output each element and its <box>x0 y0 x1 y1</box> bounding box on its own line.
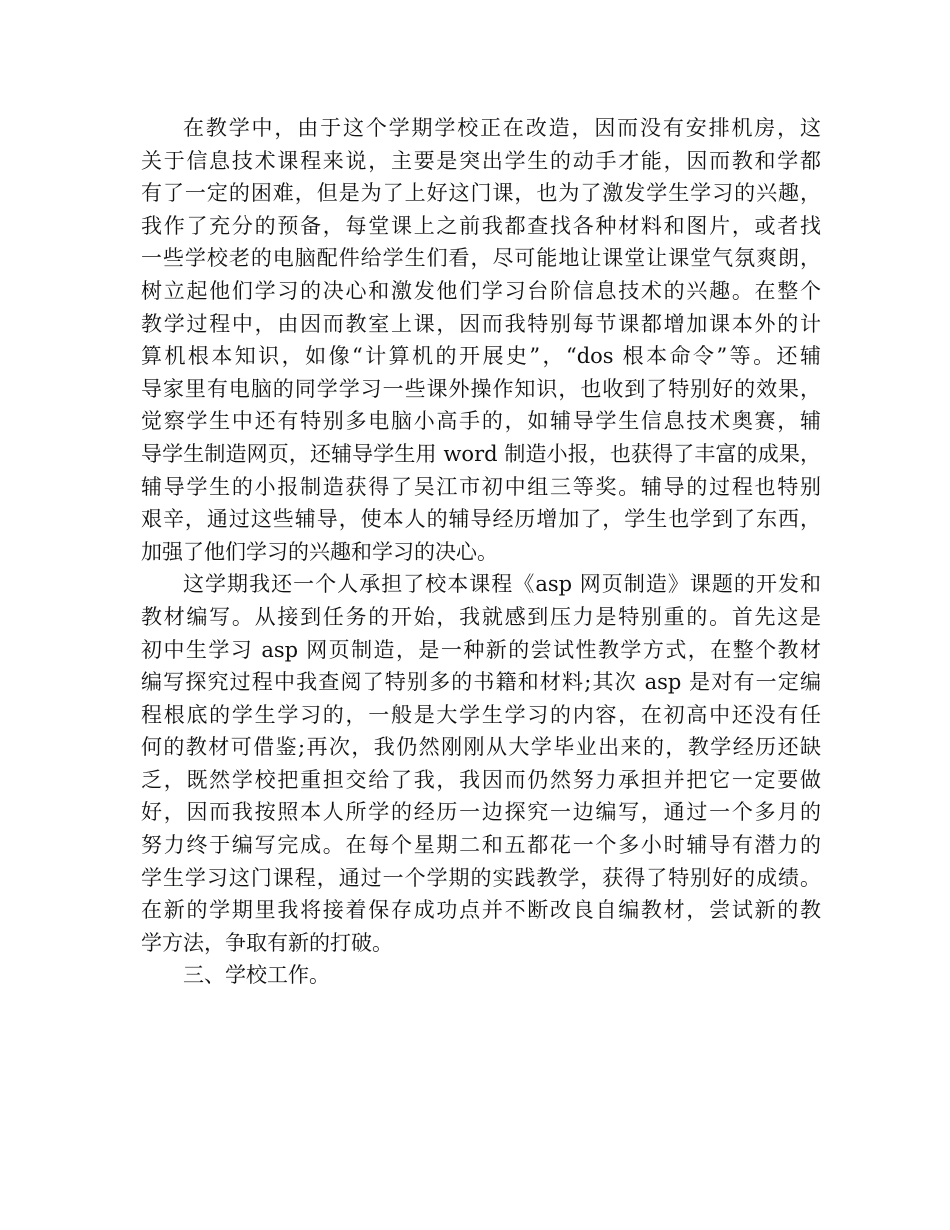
text-line: 算机根本知识，如像“计算机的开展史”，“dos 根本命令”等。还辅 <box>141 344 821 369</box>
text-line: 程根底的学生学习的，一般是大学生学习的内容，在初高中还没有任 <box>141 702 821 727</box>
text-line: 导家里有电脑的同学学习一些课外操作知识，也收到了特别好的效果， <box>141 376 821 401</box>
text-line: 我作了充分的预备，每堂课上之前我都查找各种材料和图片，或者找 <box>141 213 821 238</box>
text-line: 初中生学习 asp 网页制造，是一种新的尝试性教学方式，在整个教材 <box>141 637 821 662</box>
text-line: 这学期我还一个人承担了校本课程《asp 网页制造》课题的开发和 <box>183 572 821 597</box>
text-line: 树立起他们学习的决心和激发他们学习台阶信息技术的兴趣。在整个 <box>141 278 821 303</box>
text-line: 教材编写。从接到任务的开始，我就感到压力是特别重的。首先这是 <box>141 604 821 629</box>
text-line: 加强了他们学习的兴趣和学习的决心。 <box>141 539 498 564</box>
text-line: 好，因而我按照本人所学的经历一边探究一边编写，通过一个多月的 <box>141 800 821 825</box>
section-heading: 三、学校工作。 <box>183 963 330 988</box>
text-line: 导学生制造网页，还辅导学生用 word 制造小报，也获得了丰富的成果， <box>141 441 821 466</box>
paragraph-teaching <box>141 112 821 568</box>
section-heading-school-work <box>141 959 821 992</box>
text-line: 有了一定的困难，但是为了上好这门课，也为了激发学生学习的兴趣， <box>141 181 821 206</box>
text-line: 何的教材可借鉴;再次，我仍然刚刚从大学毕业出来的，教学经历还缺 <box>141 735 821 760</box>
text-line: 在教学中，由于这个学期学校正在改造，因而没有安排机房，这 <box>183 116 821 140</box>
text-line: 在新的学期里我将接着保存成功点并不断改良自编教材，尝试新的教 <box>141 898 821 923</box>
text-line: 关于信息技术课程来说，主要是突出学生的动手才能，因而教和学都 <box>141 148 821 173</box>
text-line: 乏，既然学校把重担交给了我，我因而仍然努力承担并把它一定要做 <box>141 767 821 792</box>
text-line: 编写探究过程中我查阅了特别多的书籍和材料;其次 asp 是对有一定编 <box>141 670 821 695</box>
text-line: 学生学习这门课程，通过一个学期的实践教学，获得了特别好的成绩。 <box>141 865 821 890</box>
text-line: 一些学校老的电脑配件给学生们看，尽可能地让课堂让课堂气氛爽朗， <box>141 246 821 271</box>
text-line: 辅导学生的小报制造获得了吴江市初中组三等奖。辅导的过程也特别 <box>141 474 821 499</box>
text-line: 艰辛，通过这些辅导，使本人的辅导经历增加了，学生也学到了东西， <box>141 507 821 532</box>
text-line: 努力终于编写完成。在每个星期二和五都花一个多小时辅导有潜力的 <box>141 833 821 858</box>
document-page <box>141 112 821 992</box>
paragraph-asp-course <box>141 568 821 959</box>
text-line: 学方法，争取有新的打破。 <box>141 930 393 955</box>
text-line: 觉察学生中还有特别多电脑小高手的，如辅导学生信息技术奥赛，辅 <box>141 409 821 434</box>
text-line: 教学过程中，由因而教室上课，因而我特别每节课都增加课本外的计 <box>141 311 821 336</box>
